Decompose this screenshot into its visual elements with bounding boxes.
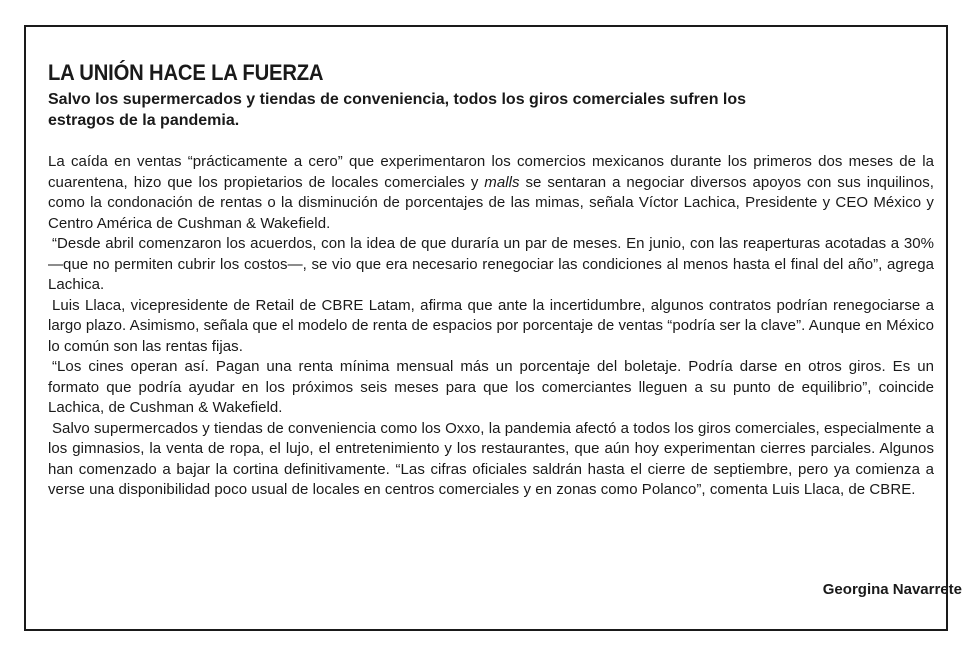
article-paragraph-1 (48, 152, 934, 234)
paragraph-1-italic-word: malls (484, 173, 520, 191)
article-byline: Georgina Navarrete (822, 581, 962, 598)
paragraph-1-text-end: se sentaran a negociar diversos apoyos con sus inquilinos, como la condonación de rentas o la disminución de porcentajes de las mimas, señala Víctor Lachica, Presidente y CEO México y Centro América de Cushman & Wakefield. (48, 173, 934, 232)
article-subtitle: Salvo los supermercados y tiendas de conveniencia, todos los giros comerciales sufren los estragos de la pandemia. (48, 91, 747, 129)
article-content (48, 60, 934, 501)
article-paragraph-2: “Desde abril comenzaron los acuerdos, con la idea de que duraría un par de meses. En junio, con las reaperturas acotadas a 30% —que no permiten cubrir los costos—, se vio que era necesario renegociar las condiciones al menos hasta el final del año”, agrega Lachica. (48, 235, 934, 293)
article-title: LA UNIÓN HACE LA FUERZA (48, 60, 324, 85)
article-paragraph-5: Salvo supermercados y tiendas de conveniencia como los Oxxo, la pandemia afectó a todos los giros comerciales, especialmente a los gimnasios, la venta de ropa, el lujo, el entretenimiento y los restaurantes, que aún hoy experimentan cierres parciales. Algunos han comenzado a bajar la cortina definitivamente. “Las cifras oficiales saldrán hasta el cierre de septiembre, pero ya comienza a verse una disponibilidad poco usual de locales en centros comerciales y en zonas como Polanco”, comenta Luis Llaca, de CBRE. (48, 419, 934, 498)
article-paragraph-3: Luis Llaca, vicepresidente de Retail de CBRE Latam, afirma que ante la incertidumbre, algunos contratos podrían renegociarse a largo plazo. Asimismo, señala que el modelo de renta de espacios por porcentaje de ventas “podría ser la clave”. Aunque en México lo común son las rentas fijas. (48, 296, 934, 355)
article-body (48, 152, 934, 501)
paragraph-1-text-start: La caída en ventas “prácticamente a cero” que experimentaron los comercios mexicanos durante los primeros dos meses de la cuarentena, hizo que los propietarios de locales comerciales y (48, 153, 934, 191)
article-paragraph-4: “Los cines operan así. Pagan una renta mínima mensual más un porcentaje del boletaje. Podría darse en otros giros. Es un formato que podría ayudar en los próximos seis meses para que los comerciantes lleguen a su punto de equilibrio”, coincide Lachica, de Cushman & Wakefield. (48, 358, 934, 416)
